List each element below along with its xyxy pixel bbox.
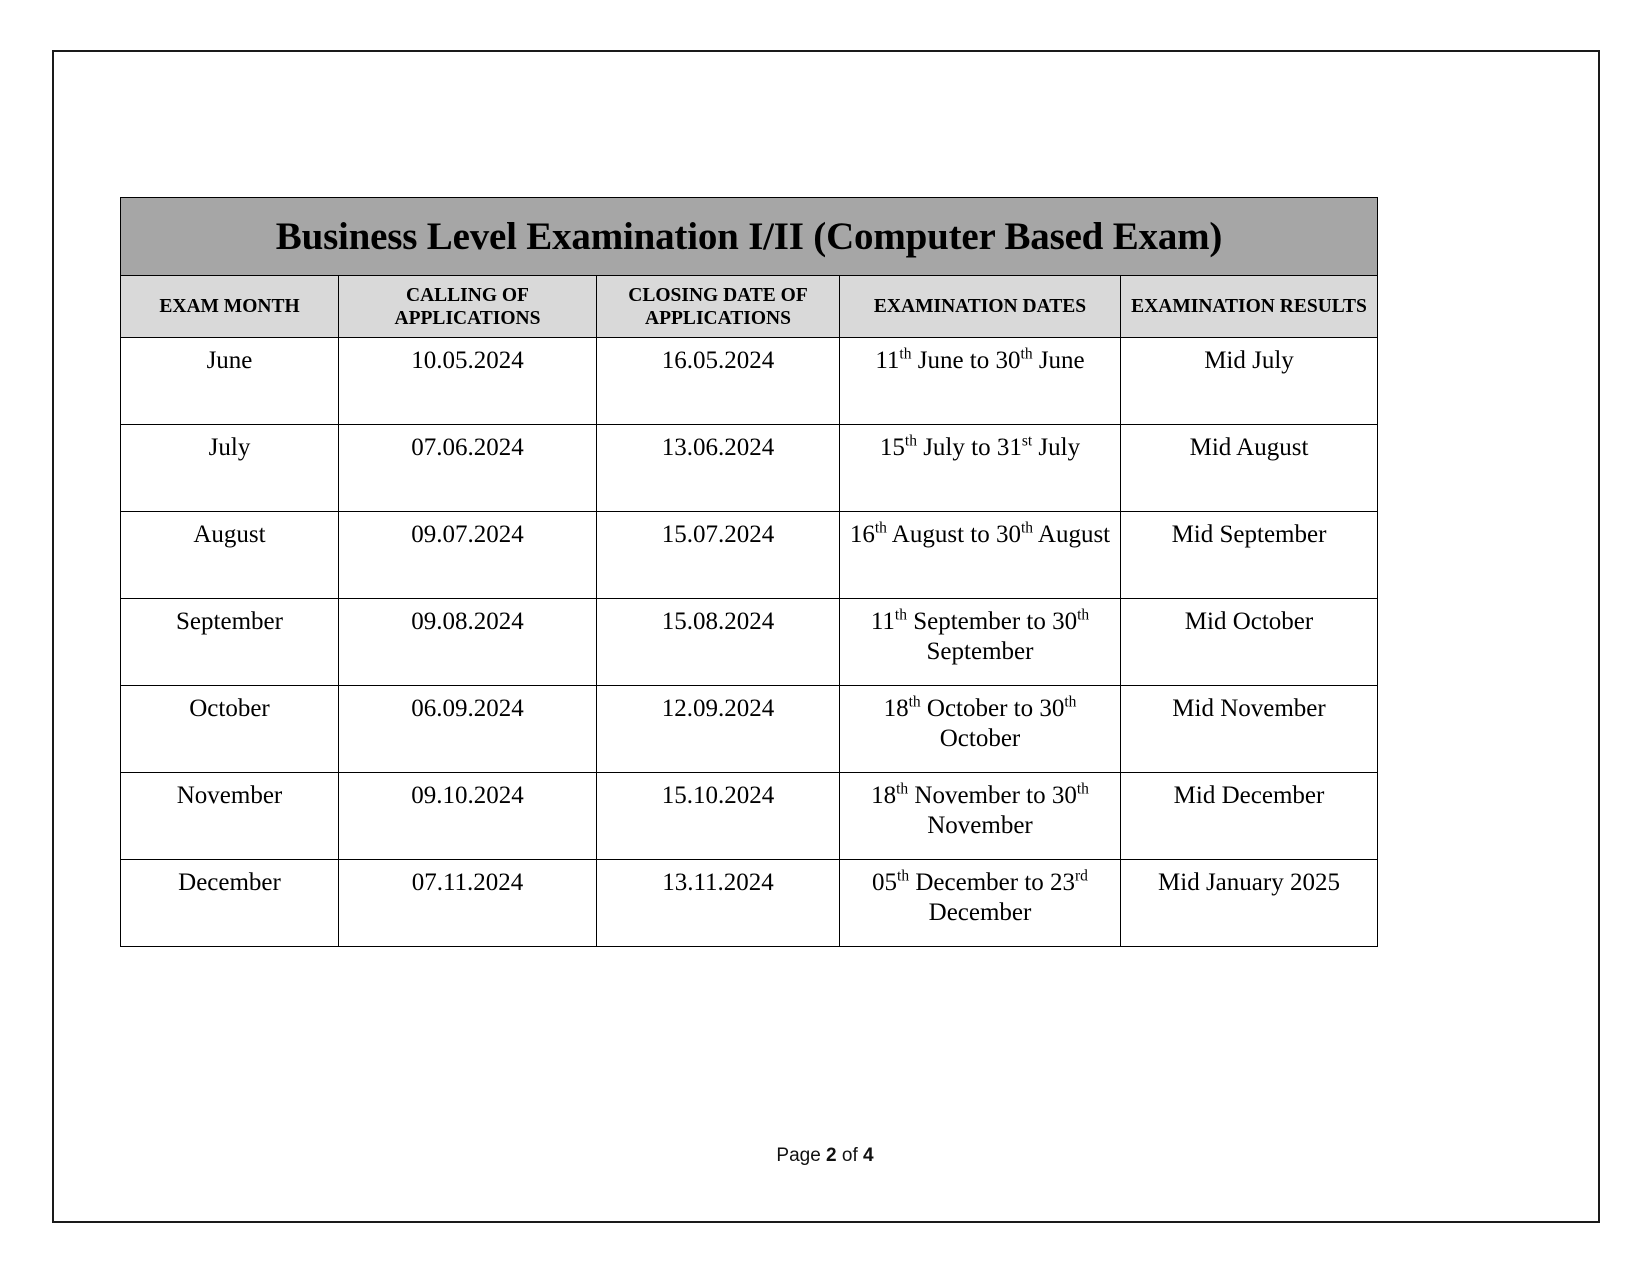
column-header-closing-date: CLOSING DATE OF APPLICATIONS: [597, 276, 840, 338]
cell-exam-month: December: [121, 860, 339, 947]
cell-calling-of-applications: 10.05.2024: [339, 338, 597, 425]
cell-examination-results: Mid July: [1121, 338, 1378, 425]
cell-examination-results: Mid December: [1121, 773, 1378, 860]
cell-calling-of-applications: 07.06.2024: [339, 425, 597, 512]
table-row: [121, 512, 1378, 599]
cell-examination-results: Mid September: [1121, 512, 1378, 599]
examination-dates-middle: December to 23: [909, 869, 1076, 896]
examination-dates-start-ordinal: th: [897, 867, 910, 885]
cell-exam-month: June: [121, 338, 339, 425]
exam-schedule-table: [120, 197, 1378, 947]
table-row: [121, 425, 1378, 512]
cell-examination-dates: [840, 512, 1121, 599]
examination-dates-middle: July to 31: [916, 434, 1022, 461]
cell-examination-dates: [840, 860, 1121, 947]
cell-examination-results: Mid August: [1121, 425, 1378, 512]
cell-calling-of-applications: 09.08.2024: [339, 599, 597, 686]
cell-closing-date-of-applications: 15.07.2024: [597, 512, 840, 599]
examination-dates-start-day: 18: [871, 782, 897, 809]
examination-dates-start-ordinal: th: [904, 432, 917, 450]
cell-calling-of-applications: 06.09.2024: [339, 686, 597, 773]
cell-examination-dates: [840, 686, 1121, 773]
examination-dates-tail: November: [927, 811, 1033, 839]
examination-dates-start-day: 05: [872, 869, 898, 896]
examination-dates-tail: December: [928, 898, 1032, 926]
cell-closing-date-of-applications: 13.11.2024: [597, 860, 840, 947]
column-header-exam-month: EXAM MONTH: [121, 276, 339, 338]
examination-dates-middle: August to 30: [886, 521, 1021, 548]
cell-calling-of-applications: 09.07.2024: [339, 512, 597, 599]
examination-dates-start-ordinal: th: [894, 606, 907, 624]
page-footer: [0, 1145, 1650, 1167]
cell-closing-date-of-applications: 13.06.2024: [597, 425, 840, 512]
column-header-examination-results: EXAMINATION RESULTS: [1121, 276, 1378, 338]
footer-current-page: 2: [826, 1145, 837, 1166]
examination-dates-end-ordinal: rd: [1075, 867, 1088, 885]
examination-dates-start-day: 15: [879, 434, 905, 461]
cell-examination-results: Mid October: [1121, 599, 1378, 686]
cell-exam-month: July: [121, 425, 339, 512]
cell-examination-dates: [840, 338, 1121, 425]
schedule-table-container: [120, 197, 1377, 947]
table-header-row: [121, 276, 1378, 338]
table-title: Business Level Examination I/II (Computer Based Exam): [121, 198, 1378, 276]
cell-examination-dates: [840, 425, 1121, 512]
examination-dates-start-ordinal: th: [908, 693, 921, 711]
column-header-calling-of-applications: CALLING OF APPLICATIONS: [339, 276, 597, 338]
examination-dates-start-day: 16: [849, 521, 875, 548]
footer-prefix: Page: [776, 1145, 827, 1166]
cell-closing-date-of-applications: 16.05.2024: [597, 338, 840, 425]
cell-examination-dates: [840, 773, 1121, 860]
examination-dates-tail: August: [1033, 521, 1111, 548]
examination-dates-end-ordinal: th: [1077, 606, 1090, 624]
examination-dates-end-ordinal: th: [1064, 693, 1077, 711]
cell-examination-results: Mid January 2025: [1121, 860, 1378, 947]
examination-dates-middle: October to 30: [920, 695, 1065, 722]
footer-total-pages: 4: [863, 1145, 874, 1166]
page-border: [52, 50, 1600, 1223]
examination-dates-tail: July: [1032, 434, 1081, 461]
examination-dates-end-ordinal: th: [1020, 519, 1034, 537]
table-row: [121, 860, 1378, 947]
examination-dates-end-ordinal: th: [1020, 345, 1033, 363]
cell-calling-of-applications: 07.11.2024: [339, 860, 597, 947]
examination-dates-tail: June: [1032, 347, 1085, 374]
examination-dates-middle: September to 30: [906, 608, 1078, 635]
cell-exam-month: September: [121, 599, 339, 686]
cell-closing-date-of-applications: 12.09.2024: [597, 686, 840, 773]
column-header-examination-dates: EXAMINATION DATES: [840, 276, 1121, 338]
examination-dates-start-day: 11: [870, 608, 895, 635]
examination-dates-middle: November to 30: [908, 782, 1077, 809]
table-row: [121, 773, 1378, 860]
footer-separator: of: [836, 1145, 864, 1166]
table-title-row: [121, 198, 1378, 276]
table-row: [121, 338, 1378, 425]
examination-dates-start-day: 18: [883, 695, 909, 722]
cell-exam-month: November: [121, 773, 339, 860]
table-row: [121, 686, 1378, 773]
cell-calling-of-applications: 09.10.2024: [339, 773, 597, 860]
cell-closing-date-of-applications: 15.10.2024: [597, 773, 840, 860]
examination-dates-start-day: 11: [875, 347, 900, 374]
cell-examination-results: Mid November: [1121, 686, 1378, 773]
examination-dates-start-ordinal: th: [874, 519, 887, 537]
examination-dates-middle: June to 30: [911, 347, 1021, 374]
examination-dates-tail: September: [926, 637, 1034, 665]
examination-dates-start-ordinal: th: [899, 345, 912, 363]
examination-dates-tail: October: [939, 724, 1021, 752]
cell-exam-month: October: [121, 686, 339, 773]
cell-examination-dates: [840, 599, 1121, 686]
examination-dates-end-ordinal: st: [1021, 432, 1033, 450]
table-row: [121, 599, 1378, 686]
examination-dates-start-ordinal: th: [896, 780, 909, 798]
cell-closing-date-of-applications: 15.08.2024: [597, 599, 840, 686]
examination-dates-end-ordinal: th: [1076, 780, 1089, 798]
cell-exam-month: August: [121, 512, 339, 599]
